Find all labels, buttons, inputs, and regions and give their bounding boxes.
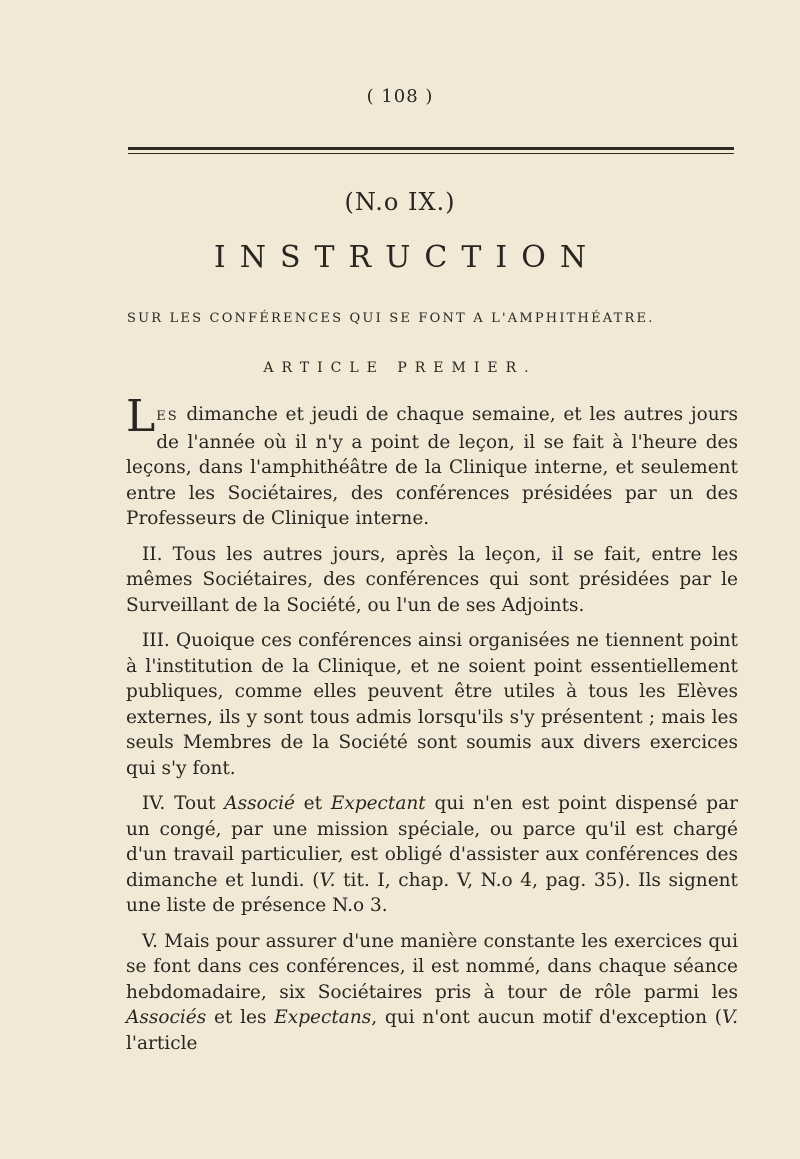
section-number-heading: (N.o IX.) bbox=[344, 188, 456, 216]
drop-cap: L bbox=[126, 391, 156, 442]
paragraph-5-italic-expectans: Expectans bbox=[274, 1007, 372, 1028]
paragraph-4-text-c: et bbox=[294, 793, 331, 814]
paragraph-4-italic-expectant: Expectant bbox=[330, 793, 426, 814]
paragraph-5 bbox=[126, 929, 738, 1057]
paragraph-5-text-e: , qui n'ont aucun motif d'exception ( bbox=[371, 1007, 722, 1028]
paragraph-4-text-e: qui n'en est point dispensé par un congé, par une mission spéciale, ou parce qu'il est chargé d'un travail particulier, est obligé d'assister aux conférences des dimanche et lundi. ( bbox=[126, 793, 739, 891]
paragraph-1-text: dimanche et jeudi de chaque semaine, et les autres jours de l'année où il n'y a point de leçon, il se fait à l'heure des leçons, dans l'amphithéâtre de la Clinique interne, et seulement entre les Sociétaires, des conférences présidées par un des Professeurs de Clinique interne. bbox=[126, 404, 738, 529]
paragraph-2: II. Tous les autres jours, après la leçon, il se fait, entre les mêmes Sociétaires, des conférences qui sont présidées par le Surveillant de la Société, ou l'un de ses Adjoints. bbox=[126, 543, 738, 616]
body-text bbox=[126, 391, 739, 1066]
paragraph-5-text-a: V. Mais pour assurer d'une manière constante les exercices qui se font dans ces conférences, il est nommé, dans chaque séance hebdomadaire, six Sociétaires pris à tour de rôle parmi les bbox=[126, 930, 738, 1003]
page-number: ( 108 ) bbox=[366, 86, 434, 107]
paragraph-4-text-a: IV. Tout bbox=[142, 793, 225, 814]
paragraph-1-smallcaps: ES bbox=[156, 409, 179, 424]
paragraph-4 bbox=[126, 791, 738, 919]
paragraph-5-text-g: l'article bbox=[126, 1032, 198, 1054]
header-rule-thin bbox=[128, 153, 734, 154]
paragraph-4-italic-associe: Associé bbox=[224, 793, 295, 814]
header-rule-thick bbox=[128, 147, 734, 150]
paragraph-5-italic-v: V. bbox=[721, 1007, 738, 1028]
paragraph-1 bbox=[126, 391, 738, 532]
paragraph-5-italic-associes: Associés bbox=[126, 1007, 207, 1028]
paragraph-4-text-g: tit. I, chap. V, N.o 4, pag. 35). Ils signent une liste de présence N.o 3. bbox=[126, 869, 738, 916]
document-subtitle: SUR LES CONFÉRENCES QUI SE FONT A L'AMPHITHÉATRE. bbox=[127, 311, 655, 326]
paragraph-4-italic-v: V. bbox=[319, 869, 336, 891]
header-rule bbox=[128, 147, 734, 154]
paragraph-5-text-c: et les bbox=[206, 1007, 275, 1028]
paragraph-3: III. Quoique ces conférences ainsi organisées ne tiennent point à l'institution de la Clinique, et ne soient point essentiellement publiques, comme elles peuvent être utiles à tous les Elèves externes, ils y sont tous admis lorsqu'ils s'y présentent ; mais les seuls Membres de la Société sont soumis aux divers exercices qui s'y font. bbox=[126, 630, 738, 779]
article-heading: ARTICLE PREMIER. bbox=[263, 360, 537, 376]
document-title: INSTRUCTION bbox=[213, 240, 601, 275]
